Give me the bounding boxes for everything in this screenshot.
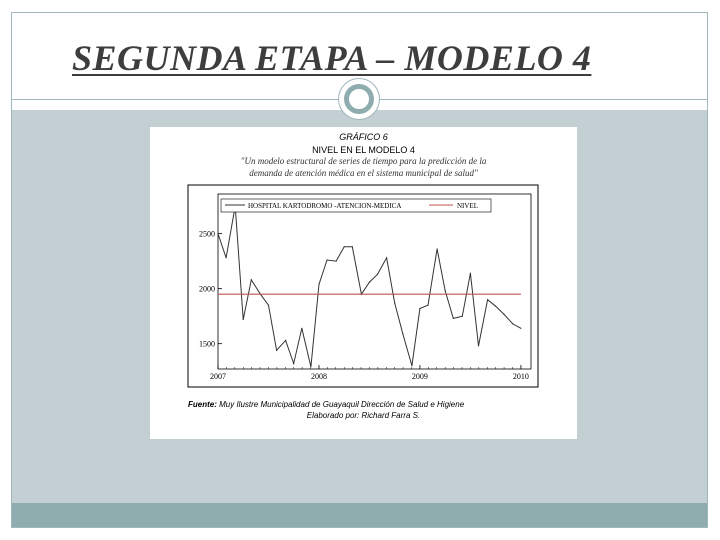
data-point [411, 365, 412, 366]
data-point [470, 273, 471, 274]
figure-subtitle-line1: "Un modelo estructural de series de tiempo para la predicción de la [240, 156, 487, 166]
data-point [437, 248, 438, 249]
y-tick-label: 2500 [199, 229, 215, 239]
data-point [217, 233, 218, 234]
footer-band [12, 503, 707, 527]
figure-source [188, 400, 464, 409]
data-point [402, 333, 403, 334]
data-point [318, 284, 319, 285]
data-point [336, 261, 337, 262]
data-point [386, 257, 387, 258]
data-point [445, 290, 446, 291]
decorative-ring-icon [338, 78, 380, 120]
data-point [310, 366, 311, 367]
data-point [503, 313, 504, 314]
legend-label-nivel: NIVEL [457, 202, 478, 210]
legend-label-atencion-medica: HOSPITAL KARTODROMO -ATENCION-MEDICA [248, 202, 402, 210]
figure-title: NIVEL EN EL MODELO 4 [312, 145, 415, 155]
data-point [276, 350, 277, 351]
figure-label: GRÁFICO 6 [339, 132, 388, 142]
source-text: Muy Ilustre Municipalidad de Guayaquil Dirección de Salud e Higiene [219, 400, 465, 409]
x-tick-label: 2010 [512, 372, 529, 381]
data-point [285, 340, 286, 341]
data-point [487, 299, 488, 300]
data-point [419, 308, 420, 309]
data-point [495, 306, 496, 307]
data-point [512, 323, 513, 324]
data-point [251, 279, 252, 280]
data-point [243, 319, 244, 320]
data-point [427, 305, 428, 306]
x-tick-label: 2007 [210, 372, 226, 381]
data-point [326, 259, 327, 260]
data-point [344, 246, 345, 247]
data-point [453, 318, 454, 319]
chart-figure [150, 127, 577, 439]
data-point [478, 345, 479, 346]
x-tick-label: 2008 [310, 372, 327, 381]
x-tick-label: 2009 [411, 372, 428, 381]
data-point [226, 257, 227, 258]
data-point [520, 328, 521, 329]
data-point [462, 316, 463, 317]
figure-prepared-by: Elaborado por: Richard Farra S. [306, 411, 421, 420]
data-point [369, 282, 370, 283]
y-tick-label: 1500 [199, 339, 215, 349]
line-chart [187, 184, 539, 388]
slide-title: SEGUNDA ETAPA – MODELO 4 [72, 38, 592, 78]
data-point [352, 246, 353, 247]
ring-inner [344, 84, 374, 114]
data-point [394, 302, 395, 303]
y-tick-label: 2000 [199, 284, 215, 294]
figure-subtitle-line2: demanda de atención médica en el sistema municipal de salud" [249, 168, 478, 178]
data-point [377, 274, 378, 275]
data-point [293, 363, 294, 364]
data-point [268, 305, 269, 306]
data-point [301, 328, 302, 329]
source-label: Fuente: [188, 400, 217, 409]
